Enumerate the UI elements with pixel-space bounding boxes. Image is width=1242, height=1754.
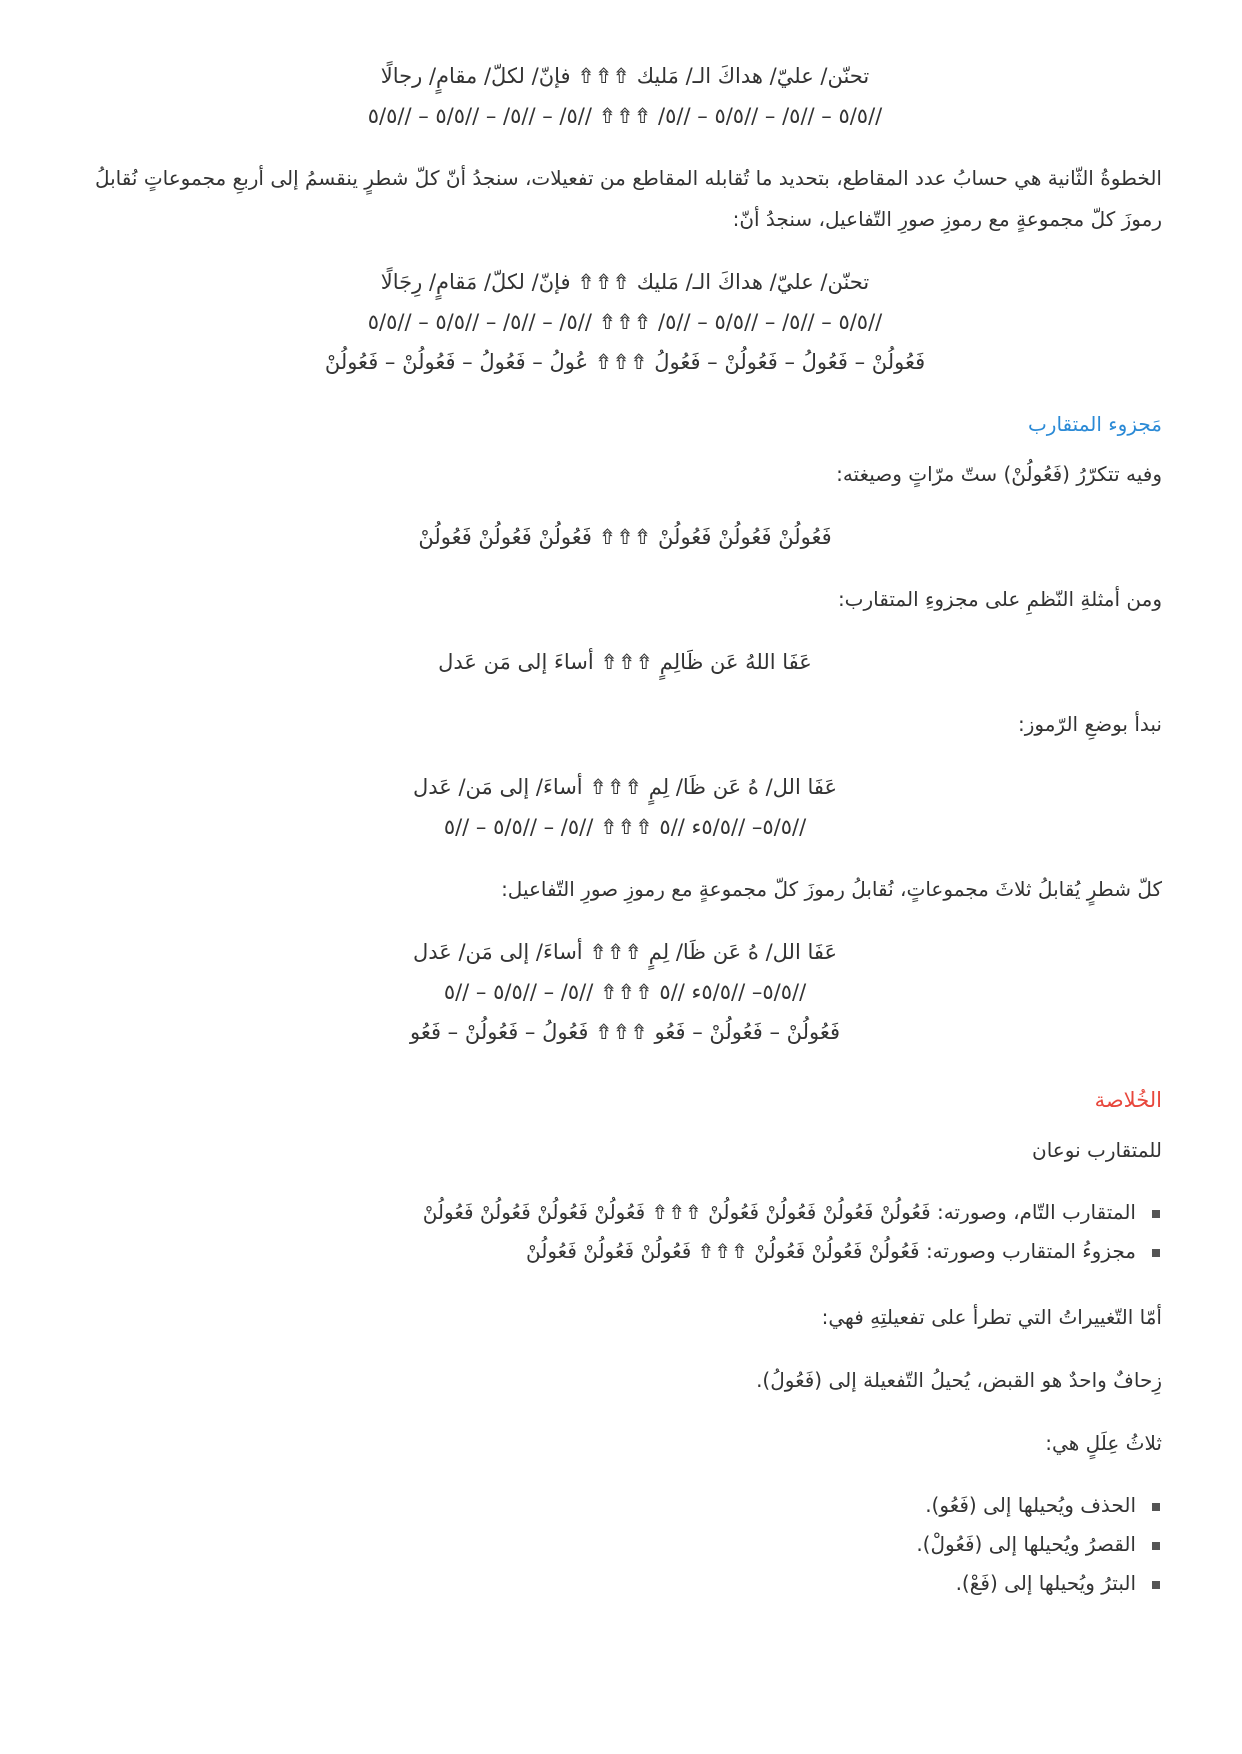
verse-line: عَفَا الل/ هُ عَن ظَا/ لِمٍ ⇮⇮⇮ أساءَ/ إلى مَن/ عَدل xyxy=(412,940,838,964)
intro-example xyxy=(88,56,1162,136)
verse-line: تحنّن/ عليّ/ هداكَ الـ/ مَليك ⇮⇮⇮ فإنّ/ لكلّ/ مَقامٍ/ رِجَالًا xyxy=(380,270,870,294)
list-item: البترُ ويُحيلها إلى (فَعْ). xyxy=(88,1564,1136,1603)
symbols-line: //٥/٥– //٥/٥ء //٥ ⇮⇮⇮ //٥/ – //٥/٥ – //٥ xyxy=(443,815,807,839)
list-item: الحذف ويُحيلها إلى (فَعُو). xyxy=(88,1486,1136,1525)
symbols-intro: نبدأ بوضعِ الرّموز: xyxy=(1017,712,1162,736)
list-item: مجزوءُ المتقارب وصورته: فَعُولُنْ فَعُولُنْ فَعُولُنْ ⇮⇮⇮ فَعُولُنْ فَعُولُنْ فَعُولُنْ xyxy=(88,1232,1136,1271)
tafeelat-line: فَعُولُنْ – فَعُولُنْ – فَعُو ⇮⇮⇮ فَعُولُ – فَعُولُنْ – فَعُو xyxy=(409,1020,841,1044)
summary-types-intro: للمتقارب نوعان xyxy=(1032,1138,1162,1162)
step2-paragraph: الخطوةُ الثّانية هي حسابُ عدد المقاطع، بتحديد ما تُقابله المقاطع من تفعيلات، سنجدُ أنّ كلّ شطرٍ ينقسمُ إلى أربعِ مجموعاتٍ نُقابلُ رموزَ كلّ مجموعةٍ مع رموزِ صورِ التّفاعيل، سنجدُ أنّ: xyxy=(94,166,1162,231)
types-list xyxy=(88,1193,1162,1271)
groups-paragraph: كلّ شطرٍ يُقابلُ ثلاثَ مجموعاتٍ، نُقابلُ رموزَ كلّ مجموعةٍ مع رموزِ صورِ التّفاعيل: xyxy=(501,877,1162,901)
majzu-form-block xyxy=(88,517,1162,557)
changes-intro: أمّا التّغييراتُ التي تطرأ على تفعيلتِهِ فهي: xyxy=(821,1305,1162,1329)
document-page xyxy=(88,56,1162,1629)
symbols-line: //٥/٥ – //٥/ – //٥/٥ – //٥/ ⇮⇮⇮ //٥/ – //٥/ – //٥/٥ – //٥/٥ xyxy=(367,310,883,334)
ilal-list xyxy=(88,1486,1162,1603)
verse-line: عَفَا الل/ هُ عَن ظَا/ لِمٍ ⇮⇮⇮ أساءَ/ إلى مَن/ عَدل xyxy=(412,775,838,799)
majzu-form: فَعُولُنْ فَعُولُنْ فَعُولُنْ ⇮⇮⇮ فَعُولُنْ فَعُولُنْ فَعُولُنْ xyxy=(418,525,832,549)
scansion-block-1 xyxy=(88,262,1162,382)
verse-line: تحنّن/ عليّ/ هداكَ الـ/ مَليك ⇮⇮⇮ فإنّ/ لكلّ/ مقامٍ/ رجالًا xyxy=(380,64,870,88)
example-verse-block xyxy=(88,642,1162,682)
majzu-intro: وفيه تتكرّرُ (فَعُولُنْ) ستّ مرّاتٍ وصيغته: xyxy=(836,462,1162,486)
example-scansion-block xyxy=(88,932,1162,1052)
tafeelat-line: فَعُولُنْ – فَعُولُ – فَعُولُنْ – فَعُولُ ⇮⇮⇮ عُولُ – فَعُولُ – فَعُولُنْ – فَعُولُنْ xyxy=(324,350,926,374)
ilal-intro: ثلاثُ عِلَلٍ هي: xyxy=(1045,1431,1162,1455)
summary-heading: الخُلاصة xyxy=(1094,1088,1162,1112)
majzu-heading: مَجزوء المتقارب xyxy=(1027,412,1162,436)
examples-intro: ومن أمثلةِ النّظمِ على مجزوءِ المتقارب: xyxy=(837,587,1162,611)
list-item: المتقارب التّام، وصورته: فَعُولُنْ فَعُولُنْ فَعُولُنْ فَعُولُنْ ⇮⇮⇮ فَعُولُنْ فَعُولُنْ فَعُولُنْ فَعُولُنْ xyxy=(88,1193,1136,1232)
example-symbols-block xyxy=(88,767,1162,847)
list-item: القصرُ ويُحيلها إلى (فَعُولْ). xyxy=(88,1525,1136,1564)
example-verse: عَفَا اللهُ عَن ظَالِمٍ ⇮⇮⇮ أساءَ إلى مَن عَدل xyxy=(438,650,812,674)
symbols-line: //٥/٥ – //٥/ – //٥/٥ – //٥/ ⇮⇮⇮ //٥/ – //٥/ – //٥/٥ – //٥/٥ xyxy=(367,104,883,128)
zihaf-sentence: زِحافٌ واحدٌ هو القبض، يُحيلُ التّفعيلة إلى (فَعُولُ). xyxy=(756,1368,1162,1392)
symbols-line: //٥/٥– //٥/٥ء //٥ ⇮⇮⇮ //٥/ – //٥/٥ – //٥ xyxy=(443,980,807,1004)
